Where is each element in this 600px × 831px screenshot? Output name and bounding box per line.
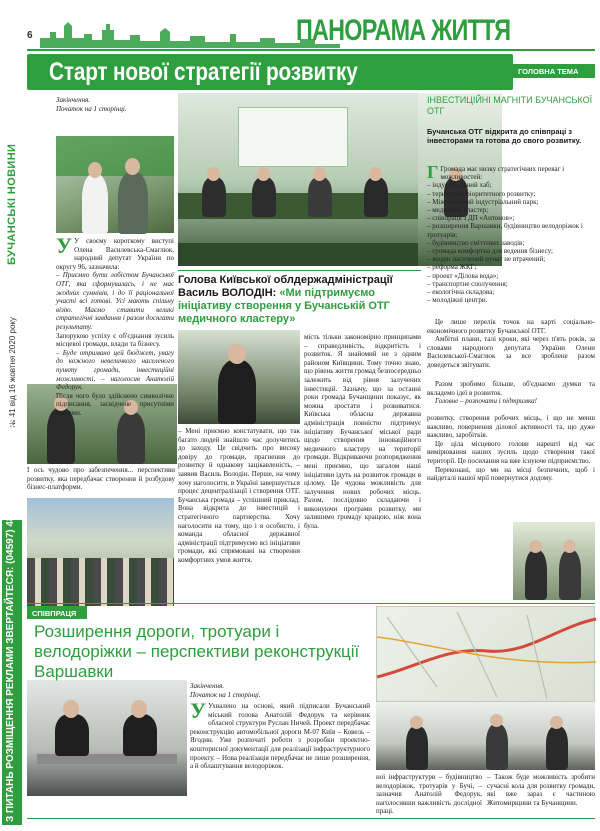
masthead: ПАНОРАМА ЖИТТЯ [296,14,511,47]
list-item: – громада комфортна для ведення бізнесу; [427,247,553,256]
interview-column1: – Мені приємно констатувати, що так багато людей знайшло час долучитись до заходу. Це свідчить про високу довіру до громади, прагнення до розвитку й однакову зацікавленість, – заявив Василь Володін. Перше, на чому хочу наголосити, в Україні завершується процес децентралізації і створення ОТГ. Бучанська громада – успішний приклад. Вона відкрита до інвестицій і стратегічного партнерства. Хочу наголосити на тому, що і я особисто, і команда обласної державної адміністрації підтримуємо всі ініціативи громади, які спрямовані на створення комфортних умов життя. [178,427,300,564]
sidebar-lead: Бучанська ОТГ відкрита до співпраці з інвесторами та готова до свого розвитку. [427,127,582,145]
headline-banner [27,54,513,90]
section-tag: СПІВПРАЦЯ [27,606,87,619]
article2-title: Розширення дороги, тротуари і велодоріжки – перспективи реконструкції Варшавки [34,622,360,681]
photo-crowd [27,498,174,606]
sidebar-intro: Громада має низку стратегічних переваг і можливостей: [440,165,565,182]
list-item: – транспортне сполучення; [427,279,508,288]
photo-volodin [178,330,300,424]
page-number: 6 [27,30,33,41]
list-item: – реформа ЖКГ; [427,263,477,272]
sidebar-p1: Це лише перелік точок на карті соціально-економічного розвитку Бучанської ОТГ. [427,318,595,335]
dropcap: У [56,233,73,258]
article2-column3: – Також буде можливість зробити сучасні кола для розвитку громади, які вже зараз є частиною Житомирщини та Бучанщини. [487,773,595,807]
photo-speakers [56,136,174,233]
sidebar-dropcap: Г [427,162,439,182]
sidebar-body-3 [427,414,595,518]
section-divider [27,603,595,604]
article1-col1-p1: У своєму короткому виступі Олена Василевська-Смаглюк, народний депутат України по округу 96, зазначила: [56,237,174,271]
sidebar-p7: Переконані, що ми на місці безпечних, щоб і найдеталі нашої мрії повернутися додому. [427,465,595,483]
footer-divider [27,818,595,819]
sidebar-p2: Амбітні плани, талі кроки, які через п'ять років, за словами народного депутата України Олени Василевської-Смаглюк за все зроблене разом доведеться звітувати. [427,335,595,369]
list-item: – молодіжні центри. [427,296,488,305]
sidebar-title: ІНВЕСТИЦІЙНІ МАГНІТИ БУЧАНСЬКОЇ ОТГ [427,95,593,116]
header-divider [27,49,595,51]
city-skyline-icon [40,14,340,48]
article1-column1 [56,233,174,417]
article2-dropcap: У [190,698,207,723]
list-item: – територія пріоритетного розвитку; [427,189,536,198]
interview-column2: мість тільки закономірно принципами – справедливість, відкритість і розвиток. Я знайомий не з одним районом Київщини. Тому точно знаю, що рівень життя громад безпосередньо залежить від рівня залучених інвестицій. Зазначу, що за останні роки громада Бучанщини показує, як можна зростати і розвиватися. Київська обласна державна адміністрація повністю підтримує ініціативу Бучанської міської ради щодо створення інноваційного медичного кластеру на території громади. Відкриваючи розпорядження мені приємно, що загалом наші ініціативи ідуть на розвиток громади в цілому. Це чудова можливість для залучення нових робочих місць. Разом, послідовно складаючи і виконуючи програми розвитку, ми залишимо громаду кращою, ніж вона була. [304,333,421,531]
sidebar-p4: Головне – розпочати і підтримка! [435,397,537,406]
list-item: – будівництво сміттєвих заводів; [427,238,525,247]
article1-col1-p2: Запорукою успіху є об'єднання зусиль місцевої громади, влади та бізнесу. [56,331,174,349]
photo-caption: І ось чудово про забезпечення... перспективи розвитку, яка передбачає створення й розбудову бізнес-платформи. [27,466,175,492]
article-title: Старт нової стратегії розвитку [49,58,358,86]
article1-col1-p3: – Буде отримано цей бюджет, увагу до кожного невеличкого населеного пункту громади, інвестиційні можливості, – наголосив Анатолій Федорук. [56,348,174,392]
list-item: – розширення Варшавки, будівництво велодоріжок і тротуарів; [427,222,583,239]
list-item: – співпраця з ДП «Антонов»; [427,214,515,223]
list-item: – екологічна складова; [427,288,495,297]
sidebar-body-2 [427,380,595,412]
article2-col1-text: Ухвалено на основі, який підписали Бучанський міський голова Анатолій Федорук та керівник обласної структури Руслан Ничей. Проект передбачає реконструкцію автомобільної дороги М-07 Київ – Ковель – Ягодин. Уже розпочаті роботи з розробки проектно-кошторисної документації для реалізації інфраструктурного проекту. – Нова реалізація передбачає не лише розширення, а й облаштування велодоріжок. [190,702,370,771]
sidebar-p6: Це ціла місцевого голови нарешті від час вимірювання наших зусиль щодо створення такої території. Це посилання на вже існуюче підприємство. [427,439,595,465]
interview-headline [178,271,421,326]
section-label: ГОЛОВНА ТЕМА [513,64,595,78]
list-item: – медичний кластер; [427,206,489,215]
continued-label: Закінчення. Початок на 1 сторінці. [56,96,127,113]
interview-kicker: Голова Київської облдержадміністрації [178,274,393,286]
sidebar-p5: розвитку, створення робочих місць, і що не менш важливо, повернення ділової активності та, що дуже важливо, заробітків. [427,414,595,440]
side-strip [0,0,24,831]
list-item: – Міжнародний індустріальний парк; [427,197,539,206]
photo-stage-panel [178,93,418,266]
photo-delegates [513,522,595,600]
sidebar-body [427,318,595,378]
ads-contact: З ПИТАНЬ РОЗМІЩЕННЯ РЕКЛАМИ ЗВЕРТАЙТЕСЯ: (04597) 48-305; (098) 468-14-96. [5,414,16,822]
photo-signing [27,680,187,796]
interview-quote: «Ми підтримуємо ініціативу створення у Бучанській ОТГ медичного кластеру» [178,287,390,325]
interview-name: Василь ВОЛОДІН: [178,287,277,299]
article2-continued: Закінчення. Початок на 1 сторінці. [190,682,261,699]
sidebar-list [427,162,595,305]
article2-column2: ної інфраструктури – будівництво велодоріжок, тротуарів у Бучі, – зазначив Анатолій Федорук, наголосивши важливість дослідної праці. [376,773,482,816]
list-item: – індустріальний хаб; [427,181,492,190]
brand-vertical: БУЧАНСЬКІ НОВИНИ [6,143,18,265]
article1-col1-p4: Після чого було здійснено символічне підписання, засвідчене присутніми гостями. [56,391,174,417]
photo-meeting-table [376,702,595,770]
photo-road-map [376,606,595,702]
interview-heading [178,270,421,330]
list-item: – жоден населений пункт не втрачений; [427,255,546,264]
article2-column1 [190,698,370,816]
issue-info: № 41 від 16 жовтня 2020 року [8,317,17,428]
sidebar-p3: Разом зробимо більше, об'єднаємо думки та вкладемо ідеї в розвиток. [427,380,595,397]
list-item: – проект «Ділова вода»; [427,271,499,280]
article1-quote: – Приємно бути лобістом Бучанської ОТГ, яка сформувалась, і не має жодних сумнівів, і до її раціональної участі всі готові. Усі мають спільну візію. Маємо ставити великі стратегічні завдання і разом досягати результату. [56,271,174,331]
